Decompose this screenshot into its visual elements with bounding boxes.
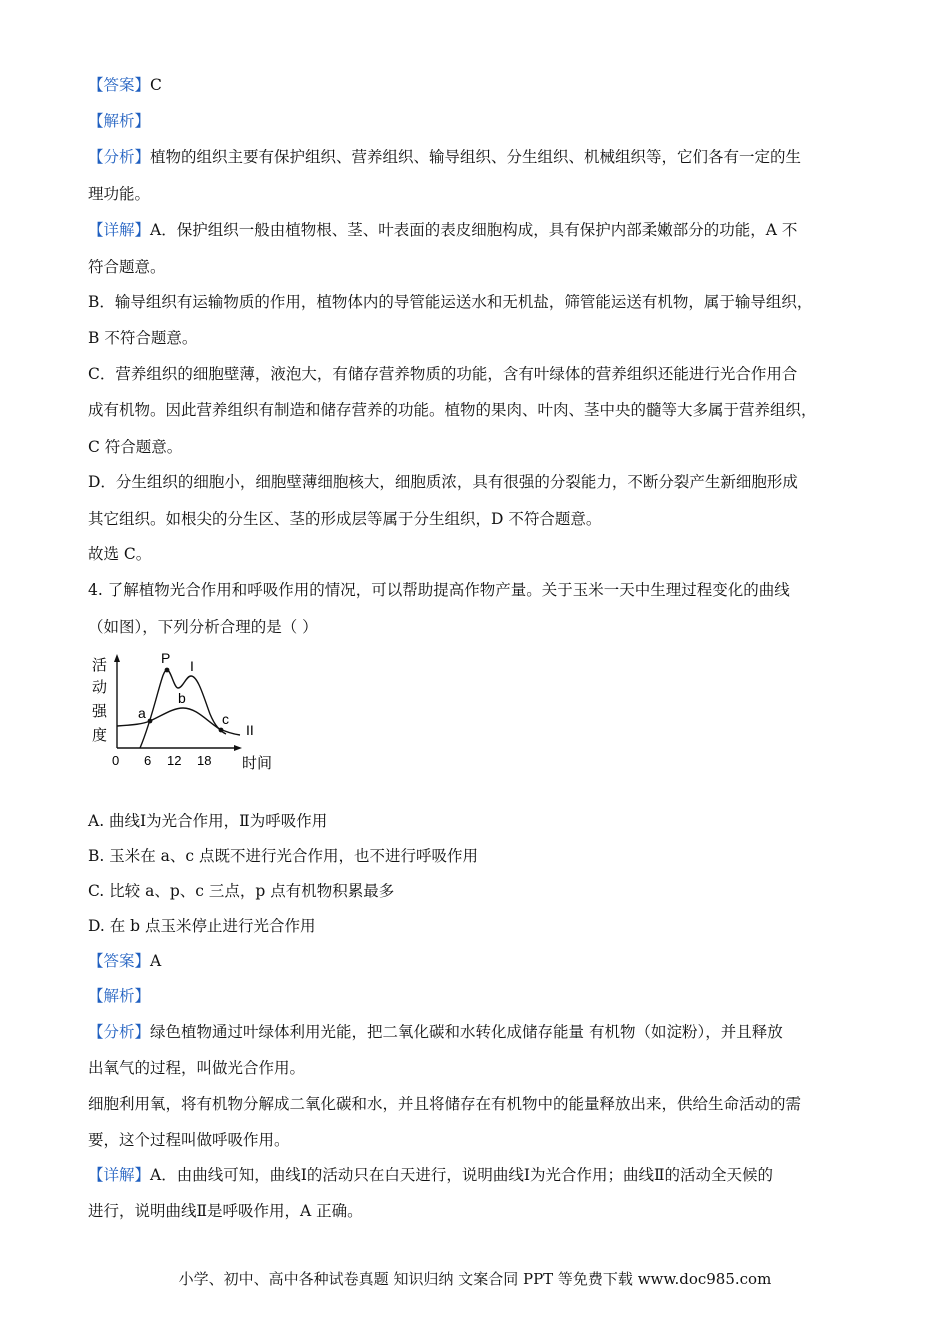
text-line: 理功能。 (88, 185, 151, 203)
section-tag: 【答案】 (88, 952, 151, 970)
ylabel-char-1: 活 (92, 657, 108, 674)
section-tag: 【分析】 (88, 1023, 151, 1041)
section-tag: 【分析】 (88, 148, 151, 166)
text-line: 【详解】A．由曲线可知，曲线Ⅰ的活动只在白天进行，说明曲线Ⅰ为光合作用；曲线Ⅱ的活动全天候的 (88, 1166, 773, 1184)
text-line: 【分析】绿色植物通过叶绿体利用光能，把二氧化碳和水转化成储存能量 有机物（如淀粉），并且释放 (88, 1023, 783, 1041)
text-line: 【分析】植物的组织主要有保护组织、营养组织、输导组织、分生组织、机械组织等，它们各有一定的生 (88, 148, 802, 166)
text-line: 要，这个过程叫做呼吸作用。 (88, 1131, 290, 1149)
label-b: b (178, 690, 186, 706)
point-c (219, 728, 224, 733)
text-line: （如图），下列分析合理的是（ ） (88, 618, 318, 636)
text-line (88, 985, 868, 1007)
text-line: B. 玉米在 a、c 点既不进行光合作用，也不进行呼吸作用 (88, 847, 479, 865)
text-line: D．分生组织的细胞小，细胞壁薄细胞核大，细胞质浓，具有很强的分裂能力，不断分裂产生新细胞形成 (88, 473, 798, 491)
xlabel: 时间 (242, 755, 273, 772)
text-line: 【答案】C (88, 76, 162, 94)
text-line: C 符合题意。 (88, 438, 183, 456)
text-line: C．营养组织的细胞壁薄，液泡大，有储存营养物质的功能，含有叶绿体的营养组织还能进行光合作用合 (88, 365, 798, 383)
text-line: 细胞利用氧，将有机物分解成二氧化碳和水，并且将储存在有机物中的能量释放出来，供给生命活动的需 (88, 1095, 802, 1113)
y-axis-arrow (114, 654, 120, 662)
text-line: 符合题意。 (88, 258, 166, 276)
label-p: P (161, 650, 171, 666)
tick-6: 6 (144, 753, 152, 768)
section-tag: 【答案】 (88, 76, 151, 94)
tick-18: 18 (197, 753, 212, 768)
curve-one (140, 670, 226, 748)
label-a: a (138, 705, 146, 721)
text-line: C. 比较 a、p、c 三点，p 点有机物积累最多 (88, 882, 395, 900)
text-line (88, 110, 868, 132)
x-axis-arrow (234, 745, 242, 751)
text-line: 进行，说明曲线Ⅱ是呼吸作用，A 正确。 (88, 1202, 363, 1220)
text-line: B 不符合题意。 (88, 329, 198, 347)
ylabel-char-4: 度 (92, 727, 108, 744)
ylabel-char-2: 动 (92, 679, 108, 696)
text-line: 4. 了解植物光合作用和呼吸作用的情况，可以帮助提高作物产量。关于玉米一天中生理过程变化的曲线 (88, 581, 790, 599)
label-curve-two: II (246, 722, 254, 738)
text-line: 【答案】A (88, 952, 162, 970)
text-line: B．输导组织有运输物质的作用，植物体内的导管能运送水和无机盐，筛管能运送有机物，属于输导组织， (88, 293, 813, 311)
section-tag: 【详解】 (88, 221, 151, 239)
text-line: 故选 C。 (88, 545, 152, 563)
tick-12: 12 (167, 753, 182, 768)
text-line: 出氧气的过程，叫做光合作用。 (88, 1059, 306, 1077)
tick-0: 0 (112, 753, 120, 768)
section-tag: 【解析】 (88, 987, 151, 1005)
label-c: c (222, 711, 229, 727)
point-p (165, 668, 170, 673)
section-tag: 【解析】 (88, 112, 151, 130)
page-footer: 小学、初中、高中各种试卷真题 知识归纳 文案合同 PPT 等免费下载 www.doc985.com (178, 1270, 772, 1288)
ylabel-char-3: 强 (92, 703, 108, 720)
text-line: 【详解】A．保护组织一般由植物根、茎、叶表面的表皮细胞构成，具有保护内部柔嫩部分的功能，A 不 (88, 221, 798, 239)
label-curve-one: I (190, 658, 194, 674)
activity-curve-figure (88, 648, 288, 778)
text-line: A. 曲线Ⅰ为光合作用，Ⅱ为呼吸作用 (88, 812, 328, 830)
text-line: 其它组织。如根尖的分生区、茎的形成层等属于分生组织，D 不符合题意。 (88, 510, 602, 528)
section-tag: 【详解】 (88, 1166, 151, 1184)
text-line: D. 在 b 点玉米停止进行光合作用 (88, 917, 316, 935)
text-line: 成有机物。因此营养组织有制造和储存营养的功能。植物的果肉、叶肉、茎中央的髓等大多属于营养组织， (88, 401, 817, 419)
point-a (148, 719, 153, 724)
